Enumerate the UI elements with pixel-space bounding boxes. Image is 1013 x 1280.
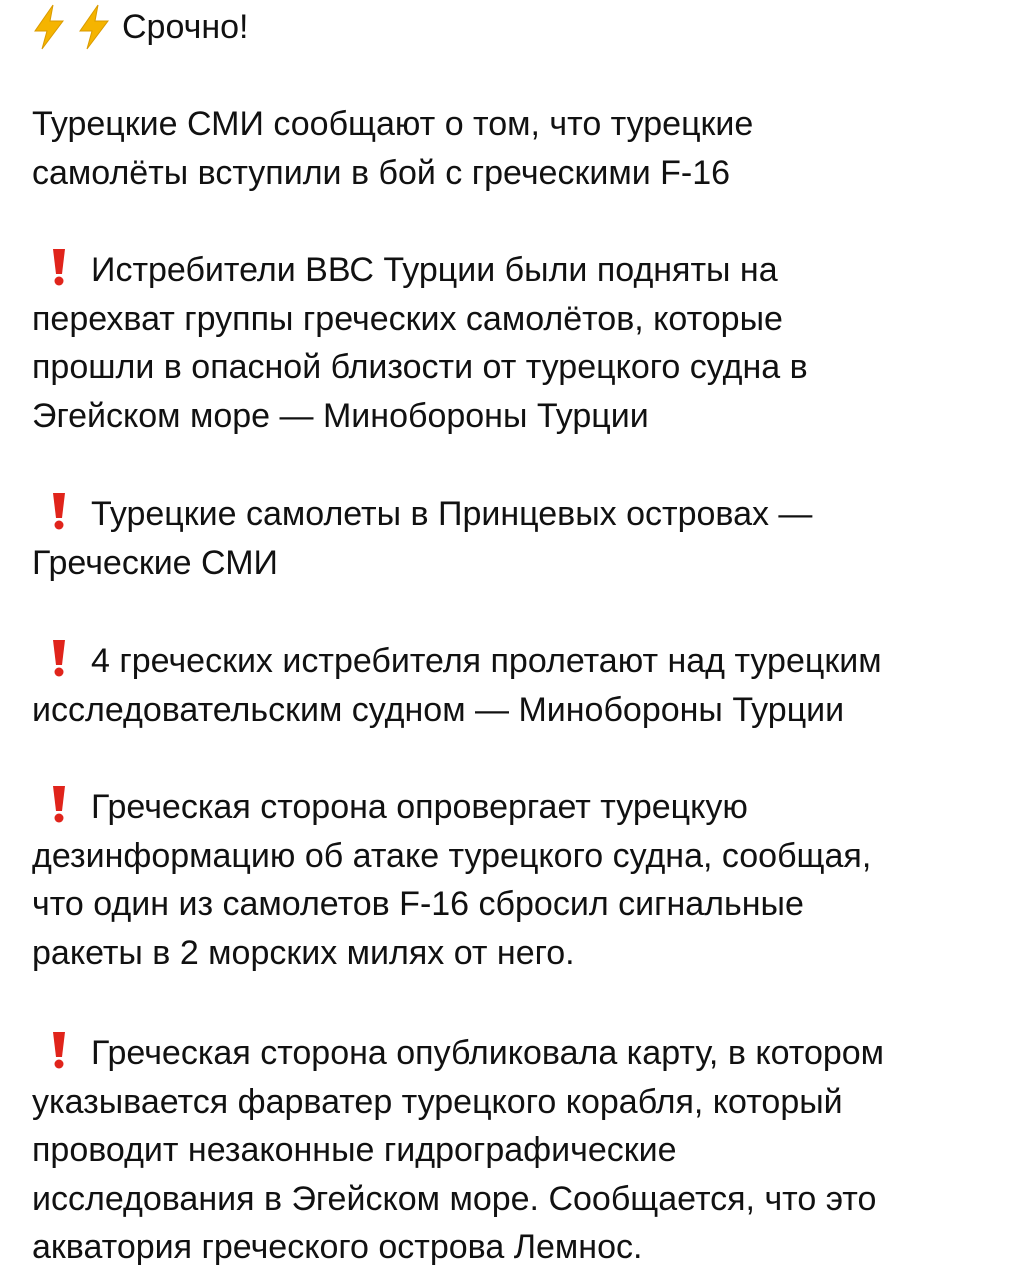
news-item-line: указывается фарватер турецкого корабля, который <box>32 1082 843 1121</box>
red-exclamation-icon <box>44 1030 74 1070</box>
news-item-line <box>32 637 992 686</box>
red-exclamation-icon <box>44 638 74 678</box>
news-item-line: прошли в опасной близости от турецкого судна в <box>32 348 808 386</box>
intro-line: Турецкие СМИ сообщают о том, что турецкие <box>32 105 754 143</box>
news-item-line: дезинформацию об атаке турецкого судна, сообщая, <box>32 836 872 875</box>
news-item-line: что один из самолетов F-16 сбросил сигнальные <box>32 885 804 923</box>
news-item-line: исследования в Эгейском море. Сообщается, что это <box>32 1179 877 1218</box>
news-item-line: ракеты в 2 морских милях от него. <box>32 933 575 972</box>
intro-paragraph <box>32 100 992 197</box>
red-exclamation-icon <box>44 491 74 531</box>
news-item-4 <box>32 783 992 977</box>
news-item-line: проводит незаконные гидрографические <box>32 1131 677 1169</box>
news-item-line: акватория греческого острова Лемнос. <box>32 1228 643 1266</box>
news-item-line <box>32 783 992 832</box>
news-item-line <box>32 1029 992 1078</box>
news-item-line <box>32 490 992 539</box>
news-item-5 <box>32 1029 992 1272</box>
headline <box>32 3 248 51</box>
headline-text: Срочно! <box>122 8 249 46</box>
news-item-line: перехват группы греческих самолётов, которые <box>32 299 783 338</box>
news-item-text: Греческая сторона опровергает турецкую <box>91 788 748 826</box>
red-exclamation-icon <box>44 784 74 824</box>
news-item-2 <box>32 490 992 587</box>
news-item-line: Эгейском море — Минобороны Турции <box>32 396 649 435</box>
intro-line: самолёты вступили в бой с греческими F-16 <box>32 153 731 192</box>
high-voltage-icon <box>32 4 66 50</box>
high-voltage-icon <box>77 4 111 50</box>
news-item-line: Греческие СМИ <box>32 543 278 582</box>
news-item-text: Истребители ВВС Турции были подняты на <box>91 251 778 289</box>
red-exclamation-icon <box>44 247 74 287</box>
news-item-text: Греческая сторона опубликовала карту, в котором <box>91 1034 885 1072</box>
news-item-text: Турецкие самолеты в Принцевых островах — <box>91 495 813 533</box>
news-item-line <box>32 246 992 295</box>
news-item-line: исследовательским судном — Минобороны Турции <box>32 690 845 729</box>
news-item-1 <box>32 246 992 440</box>
news-item-text: 4 греческих истребителя пролетают над турецким <box>91 642 882 680</box>
news-item-3 <box>32 637 992 734</box>
